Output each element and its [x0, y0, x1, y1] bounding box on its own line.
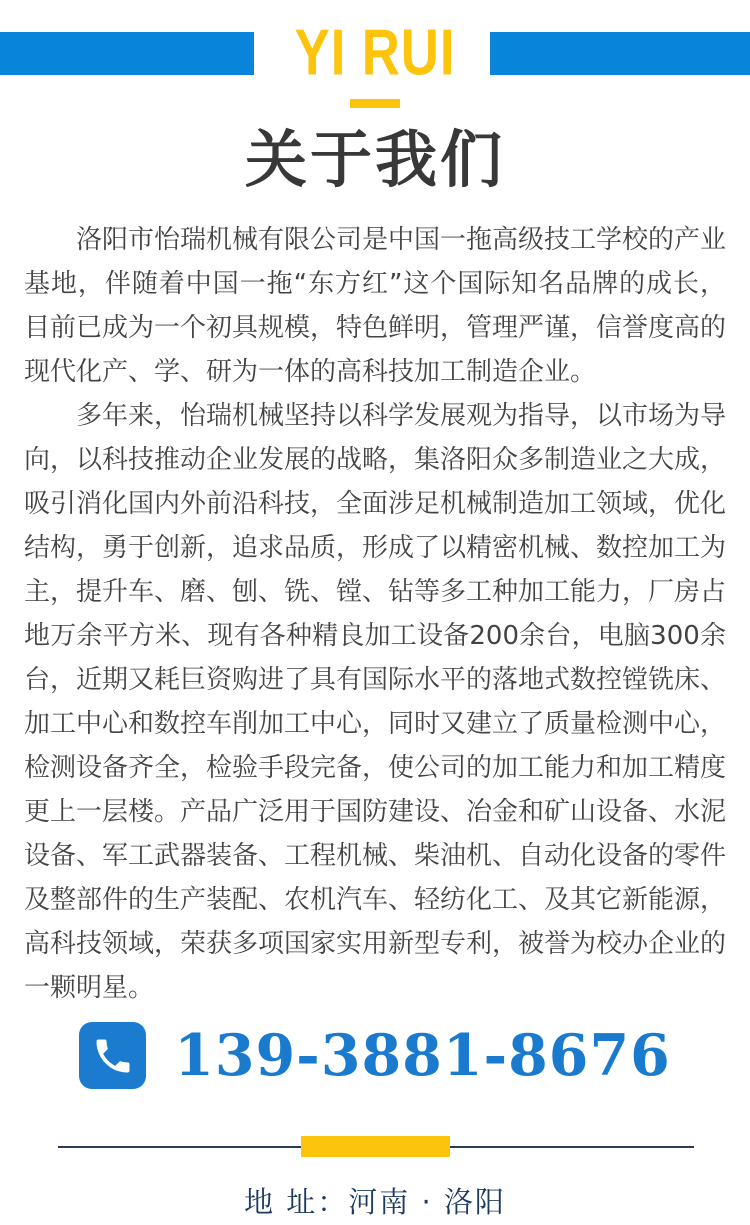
- phone-number[interactable]: 139-3881-8676: [174, 1022, 671, 1089]
- brand-logo-text: YI RUI: [294, 16, 456, 89]
- about-section: [24, 218, 726, 1010]
- page-title: 关于我们: [244, 123, 505, 196]
- phone-icon[interactable]: [79, 1022, 146, 1089]
- about-paragraph-2: 多年来，怡瑞机械坚持以科学发展观为指导，以市场为导向，以科技推动企业发展的战略，集洛阳众多制造业之大成，吸引消化国内外前沿科技，全面涉足机械制造加工领域，优化结构，勇于创新，追求品质，形成了以精密机械、数控加工为主，提升车、磨、刨、铣、镗、钻等多工种加工能力，厂房占地万余平方米、现有各种精良加工设备200余台，电脑300余台，近期又耗巨资购进了具有国际水平的落地式数控镗铣床、加工中心和数控车削加工中心，同时又建立了质量检测中心，检测设备齐全，检验手段完备，使公司的加工能力和加工精度更上一层楼。产品广泛用于国防建设、冶金和矿山设备、水泥设备、军工武器装备、工程机械、柴油机、自动化设备的零件及整部件的生产装配、农机汽车、轻纺化工、及其它新能源，高科技领域，荣获多项国家实用新型专利，被誉为校办企业的一颗明星。: [24, 401, 727, 1003]
- phone-contact[interactable]: [0, 1022, 750, 1089]
- brand-underline: [350, 99, 400, 108]
- footer-divider-accent: [301, 1136, 450, 1157]
- about-paragraph-1: 洛阳市怡瑞机械有限公司是中国一拖高级技工学校的产业基地，伴随着中国一拖“东方红”这个国际知名品牌的成长，目前已成为一个初具规模，特色鲜明，管理严谨，信誉度高的现代化产、学、研为一体的高科技加工制造企业。: [24, 225, 727, 387]
- footer-address: 地 址：河南 · 洛阳: [244, 1185, 506, 1219]
